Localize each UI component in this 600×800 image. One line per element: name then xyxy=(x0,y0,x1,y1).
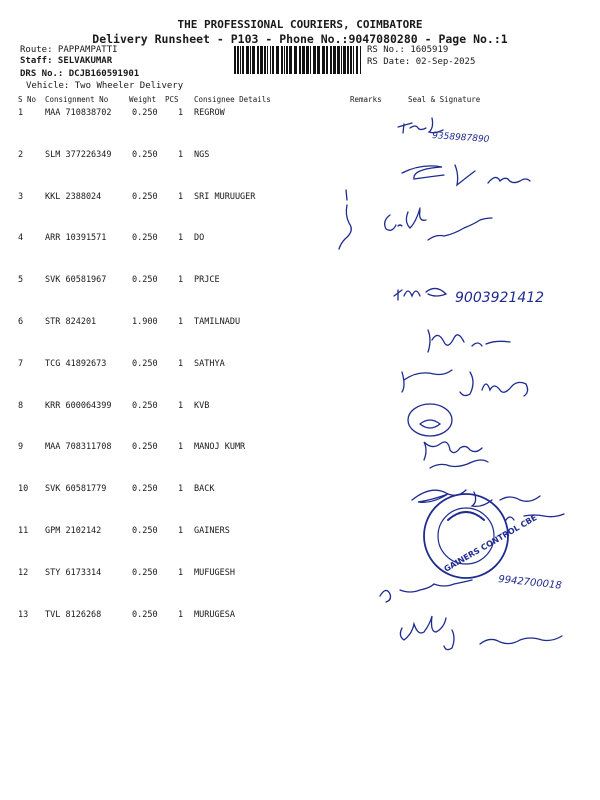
cell-sno: 13 xyxy=(18,609,29,620)
cell-weight: 0.250 xyxy=(132,108,158,118)
cell-weight: 0.250 xyxy=(132,609,158,620)
cell-sno: 6 xyxy=(18,317,24,327)
cell-pcs: 1 xyxy=(178,233,184,244)
cell-consignee: KVB xyxy=(194,400,210,411)
cell-weight: 0.250 xyxy=(132,400,158,411)
cell-consignment: GPM 2102142 xyxy=(45,526,102,536)
signature-8 xyxy=(408,404,452,436)
signature-2 xyxy=(402,165,530,185)
sig5-phone: 9003921412 xyxy=(455,290,545,306)
cell-pcs: 1 xyxy=(178,149,184,160)
cell-sno: 7 xyxy=(18,358,24,369)
staff-label: Staff: SELVAKUMAR xyxy=(20,56,113,66)
cell-consignment: MAA 710838702 xyxy=(45,108,112,118)
col-weight: Weight xyxy=(129,95,157,104)
vehicle-label: Vehicle: Two Wheeler Delivery xyxy=(26,81,184,91)
company-title: THE PROFESSIONAL COURIERS, COIMBATORE xyxy=(177,18,423,31)
cell-pcs: 1 xyxy=(178,358,184,369)
cell-weight: 0.250 xyxy=(132,358,158,369)
cell-consignment: TCG 41892673 xyxy=(45,358,107,369)
cell-sno: 1 xyxy=(18,108,24,118)
signature-9 xyxy=(424,442,488,468)
cell-sno: 8 xyxy=(18,400,24,411)
cell-sno: 11 xyxy=(18,526,29,536)
cell-weight: 0.250 xyxy=(132,233,158,244)
signature-7 xyxy=(402,370,528,396)
cell-consignment: SVK 60581779 xyxy=(45,484,107,495)
col-pcs: PCS xyxy=(165,95,179,104)
cell-pcs: 1 xyxy=(178,442,184,453)
cell-weight: 0.250 xyxy=(132,484,158,495)
signature-12 xyxy=(380,580,472,602)
cell-consignee: SRI MURUUGER xyxy=(194,191,256,202)
signature-6 xyxy=(428,330,510,352)
cell-pcs: 1 xyxy=(178,191,184,202)
col-consignee: Consignee Details xyxy=(194,95,271,104)
route-label: Route: PAPPAMPATTI xyxy=(20,45,118,55)
runsheet-subtitle: Delivery Runsheet - P103 - Phone No.:9047080280 - Page No.:1 xyxy=(92,32,508,46)
sig1-phone: 9358987890 xyxy=(431,131,490,145)
rs-number: RS No.: 1605919 xyxy=(367,45,449,55)
cell-weight: 0.250 xyxy=(132,275,158,286)
rs-date: RS Date: 02-Sep-2025 xyxy=(367,57,476,67)
cell-consignee: GAINERS xyxy=(194,526,230,536)
cell-sno: 5 xyxy=(18,275,24,286)
signature-5 xyxy=(394,288,446,300)
cell-pcs: 1 xyxy=(178,567,184,578)
cell-sno: 9 xyxy=(18,442,24,453)
cell-consignee: NGS xyxy=(194,149,210,160)
cell-pcs: 1 xyxy=(178,526,184,536)
cell-consignment: STY 6173314 xyxy=(45,567,102,578)
cell-weight: 0.250 xyxy=(132,567,158,578)
drs-label: DRS No.: DCJB160591901 xyxy=(20,69,140,79)
cell-consignment: ARR 10391571 xyxy=(45,233,107,244)
cell-consignment: MAA 708311708 xyxy=(45,442,112,453)
col-consignment: Consignment No xyxy=(45,95,109,104)
cell-consignee: REGROW xyxy=(194,108,225,118)
cell-sno: 10 xyxy=(18,484,29,495)
signature-13 xyxy=(400,616,562,650)
cell-pcs: 1 xyxy=(178,317,184,327)
cell-consignment: KKL 2388024 xyxy=(45,191,102,202)
signature-3 xyxy=(339,190,492,249)
stamp-text: GAINERS CONTROL CBE xyxy=(442,513,539,574)
cell-consignee: PRJCE xyxy=(194,275,220,286)
cell-pcs: 1 xyxy=(178,484,184,495)
cell-pcs: 1 xyxy=(178,108,184,118)
cell-weight: 0.250 xyxy=(132,526,158,536)
cell-weight: 1.900 xyxy=(132,317,158,327)
cell-consignment: TVL 8126268 xyxy=(45,609,102,620)
col-sno: S No xyxy=(18,95,37,104)
cell-weight: 0.250 xyxy=(132,149,158,160)
cell-consignment: SVK 60581967 xyxy=(45,275,107,286)
cell-pcs: 1 xyxy=(178,609,184,620)
cell-consignment: STR 824201 xyxy=(45,317,97,327)
cell-consignee: TAMILNADU xyxy=(194,317,241,327)
cell-consignee: MANOJ KUMR xyxy=(194,442,246,453)
cell-pcs: 1 xyxy=(178,275,184,286)
cell-consignee: DO xyxy=(194,233,205,244)
col-seal: Seal & Signature xyxy=(408,95,481,104)
sig12-phone: 9942700018 xyxy=(497,574,563,592)
signature-10 xyxy=(412,490,564,520)
cell-consignee: MUFUGESH xyxy=(194,567,235,578)
cell-pcs: 1 xyxy=(178,400,184,411)
cell-sno: 4 xyxy=(18,233,24,244)
cell-consignee: SATHYA xyxy=(194,358,225,369)
cell-sno: 2 xyxy=(18,149,24,160)
col-remarks: Remarks xyxy=(350,95,382,104)
cell-consignment: KRR 600064399 xyxy=(45,400,112,411)
cell-sno: 12 xyxy=(18,567,29,578)
cell-weight: 0.250 xyxy=(132,442,158,453)
cell-consignee: MURUGESA xyxy=(194,609,235,620)
cell-consignee: BACK xyxy=(194,484,215,495)
cell-consignment: SLM 377226349 xyxy=(45,149,112,160)
cell-weight: 0.250 xyxy=(132,191,158,202)
cell-sno: 3 xyxy=(18,191,24,202)
